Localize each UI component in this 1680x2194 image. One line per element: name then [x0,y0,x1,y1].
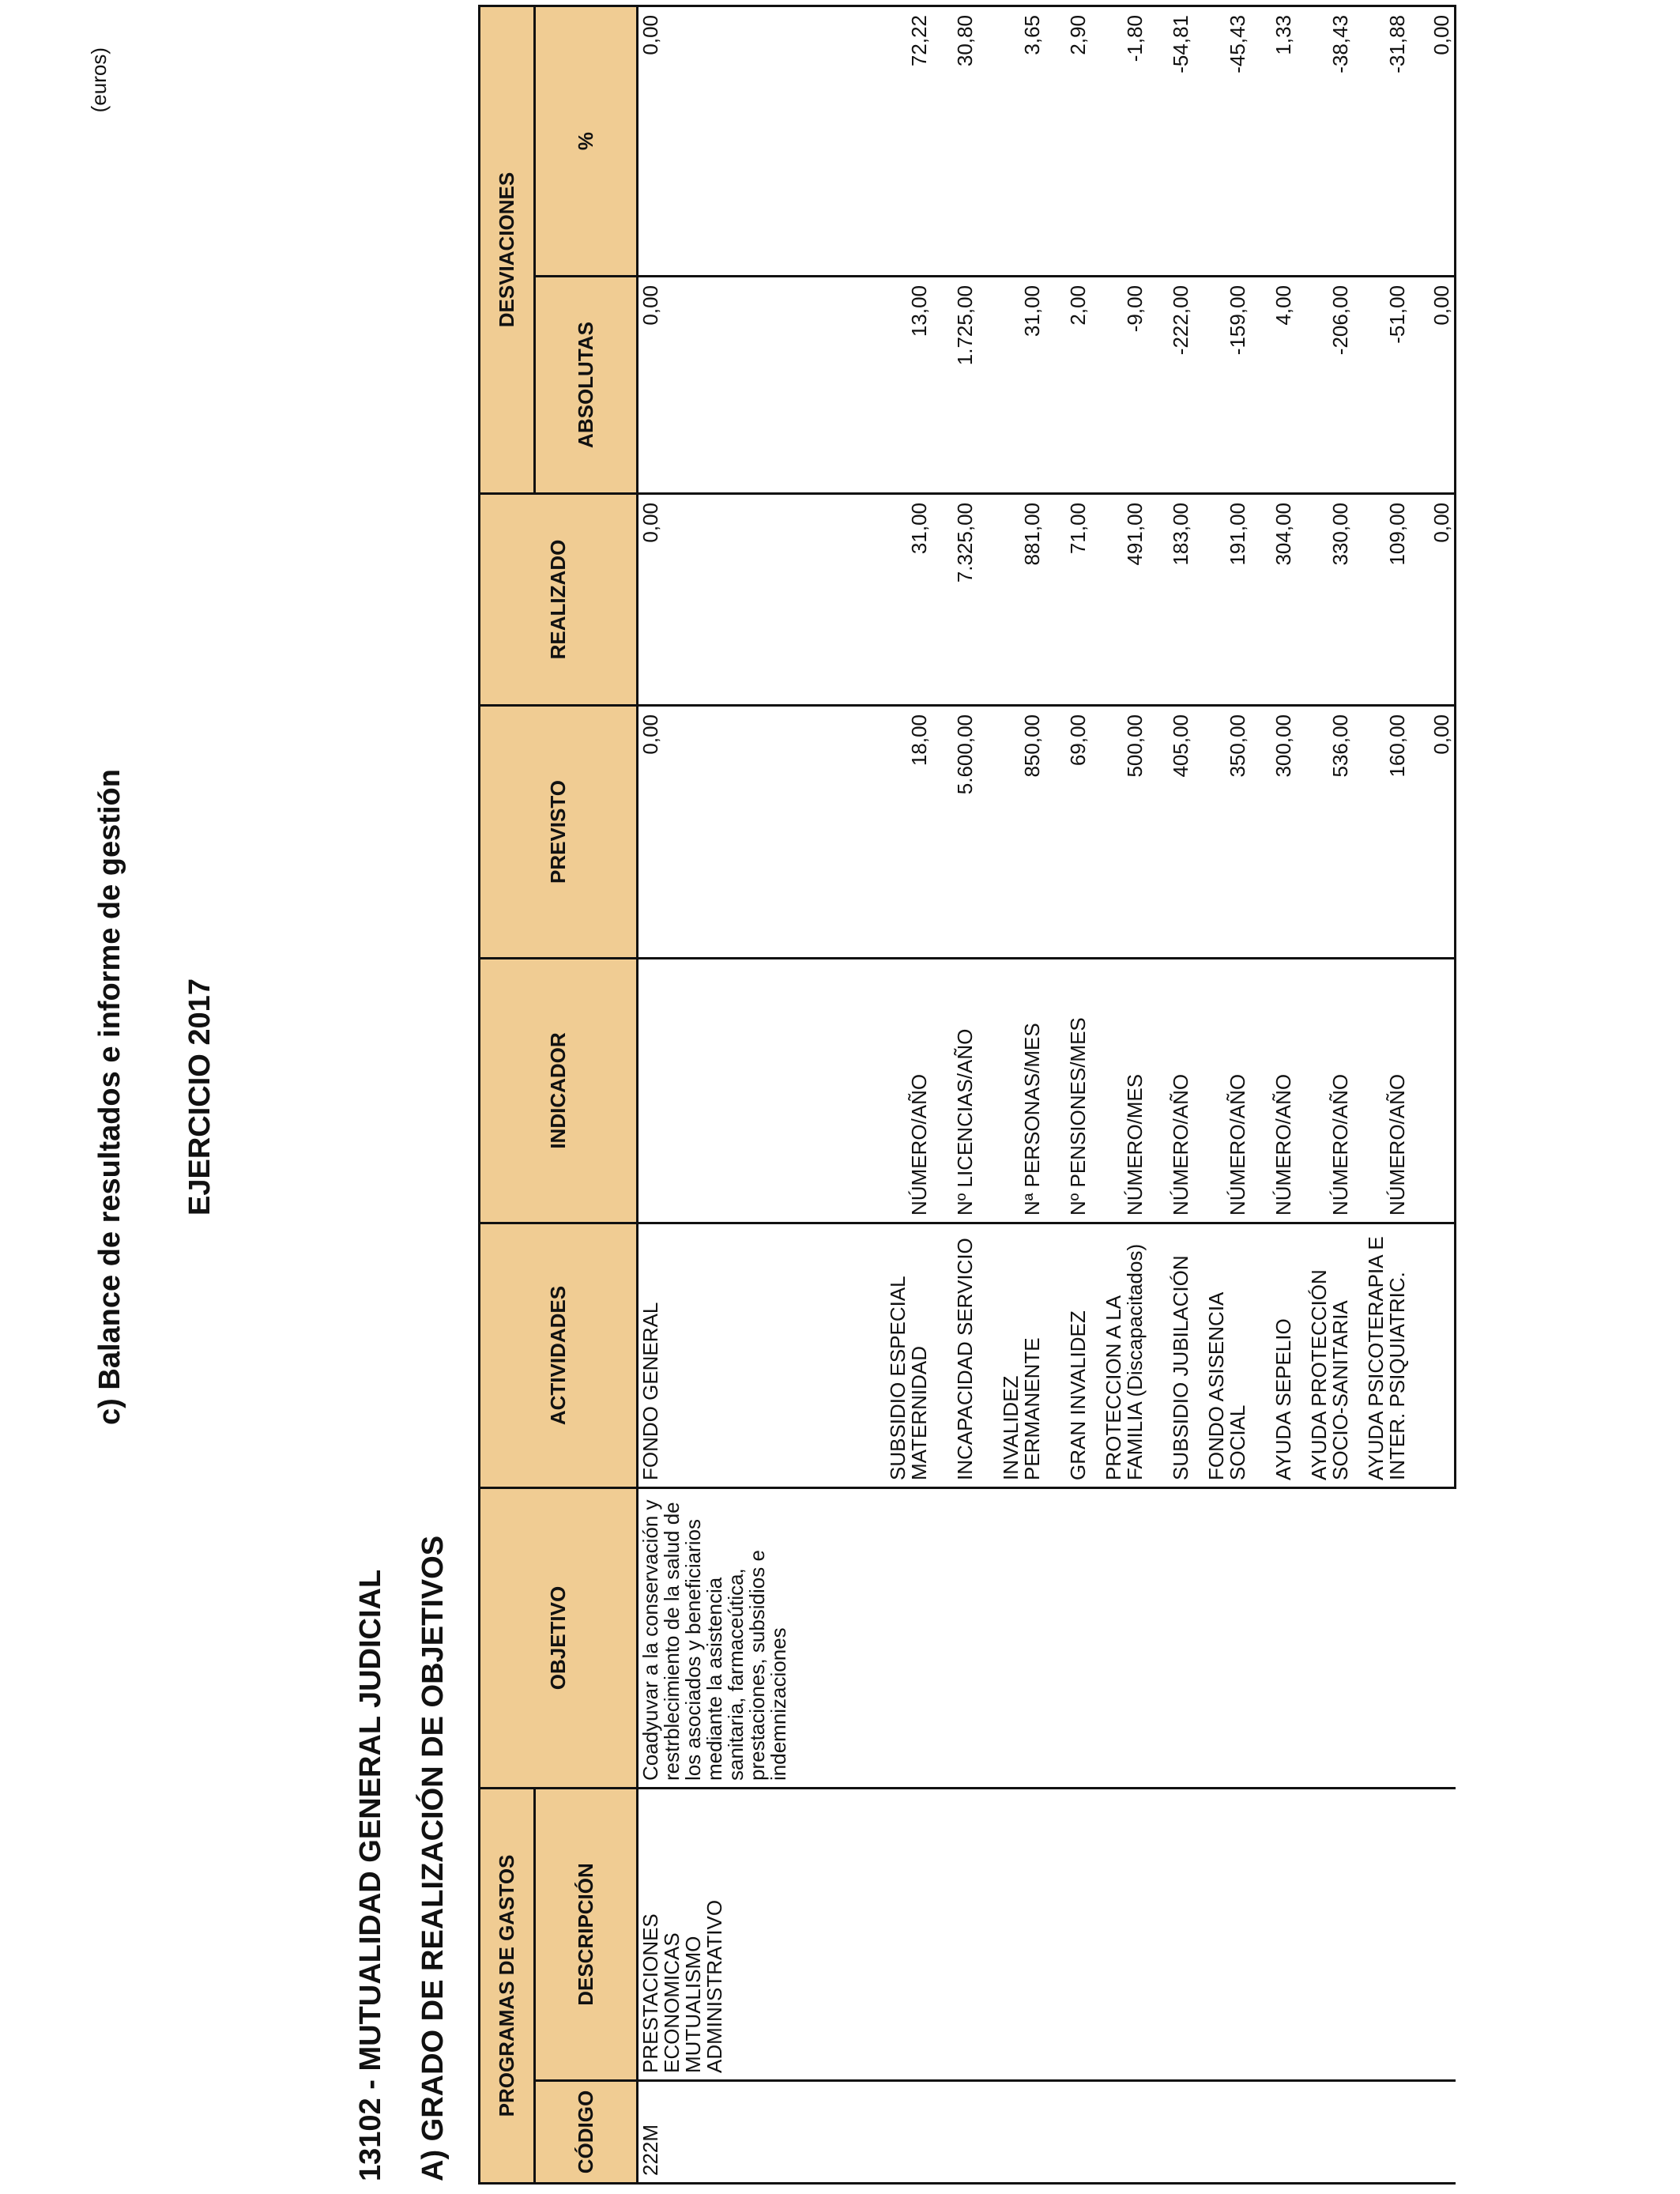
actual-value: 183,00 [1147,494,1193,706]
absolute-deviation: 0,00 [1410,277,1456,494]
percent-deviation: -45,43 [1193,6,1250,277]
actual-value: 31,00 [875,494,932,706]
header-absolutas: ABSOLUTAS [535,277,638,494]
section-heading: A) GRADO DE REALIZACIÓN DE OBJETIVOS [416,1535,450,2181]
percent-deviation: 0,00 [638,6,875,277]
header-indicador: INDICADOR [480,959,638,1223]
planned-value: 536,00 [1296,706,1353,959]
program-objective: Coadyuvar a la conservación y restrblecimiento de la salud de los asociados y beneficiarios mediante la asistencia sanitaria, farmaceútica, prestaciones, subsidios e indemnizaciones [638,1488,1456,1789]
absolute-deviation: -222,00 [1147,277,1193,494]
activity-cell: INCAPACIDAD SERVICIO [932,1223,977,1488]
planned-value: 850,00 [977,706,1045,959]
activity-cell: AYUDA PSICOTERAPIA E INTER. PSIQUIATRIC. [1353,1223,1410,1488]
group-header-programas: PROGRAMAS DE GASTOS [480,1789,535,2184]
planned-value: 500,00 [1090,706,1147,959]
indicator-cell: NÚMERO/AÑO [1193,959,1250,1223]
program-code: 222M [638,2081,1456,2184]
activity-cell: FONDO ASISENCIA SOCIAL [1193,1223,1250,1488]
activity-cell: PROTECCION A LA FAMILIA (Discapacitados) [1090,1223,1147,1488]
percent-deviation: 2,90 [1045,6,1090,277]
actual-value: 7.325,00 [932,494,977,706]
planned-value: 350,00 [1193,706,1250,959]
activity-cell: AYUDA PROTECCIÓN SOCIO-SANITARIA [1296,1223,1353,1488]
actual-value: 330,00 [1296,494,1353,706]
planned-value: 18,00 [875,706,932,959]
program-description: PRESTACIONES ECONOMICAS MUTUALISMO ADMINISTRATIVO [638,1789,1456,2081]
indicator-cell: NÚMERO/AÑO [1250,959,1296,1223]
planned-value: 300,00 [1250,706,1296,959]
activity-cell: SUBSIDIO ESPECIAL MATERNIDAD [875,1223,932,1488]
fiscal-year: EJERCICIO 2017 [183,978,217,1216]
planned-value: 0,00 [1410,706,1456,959]
percent-deviation: 3,65 [977,6,1045,277]
indicator-cell: NÚMERO/AÑO [1147,959,1193,1223]
absolute-deviation: 1.725,00 [932,277,977,494]
percent-deviation: 0,00 [1410,6,1456,277]
activity-cell: INVALIDEZ PERMANENTE [977,1223,1045,1488]
indicator-cell: NÚMERO/AÑO [1353,959,1410,1223]
absolute-deviation: -9,00 [1090,277,1147,494]
planned-value: 5.600,00 [932,706,977,959]
percent-deviation: -1,80 [1090,6,1147,277]
absolute-deviation: -206,00 [1296,277,1353,494]
planned-value: 0,00 [638,706,875,959]
absolute-deviation: 31,00 [977,277,1045,494]
actual-value: 881,00 [977,494,1045,706]
indicator-cell: Nº LICENCIAS/AÑO [932,959,977,1223]
header-codigo: CÓDIGO [535,2081,638,2184]
table-row [638,6,875,2184]
actual-value: 71,00 [1045,494,1090,706]
percent-deviation: 30,80 [932,6,977,277]
absolute-deviation: 4,00 [1250,277,1296,494]
header-previsto: PREVISTO [480,706,638,959]
table-body [638,6,1456,2184]
percent-deviation: 1,33 [1250,6,1296,277]
indicator-cell: Nº PENSIONES/MES [1045,959,1090,1223]
absolute-deviation: -159,00 [1193,277,1250,494]
document-title: c) Balance de resultados e informe de gestión [93,769,126,1425]
percent-deviation: -38,43 [1296,6,1353,277]
indicator-cell: Nª PERSONAS/MES [977,959,1045,1223]
header-porcentaje: % [535,6,638,277]
actual-value: 191,00 [1193,494,1250,706]
planned-value: 405,00 [1147,706,1193,959]
actual-value: 491,00 [1090,494,1147,706]
absolute-deviation: 0,00 [638,277,875,494]
activity-cell [1410,1223,1456,1488]
actual-value: 304,00 [1250,494,1296,706]
activity-cell: SUBSIDIO JUBILACIÓN [1147,1223,1193,1488]
actual-value: 0,00 [1410,494,1456,706]
percent-deviation: -54,81 [1147,6,1193,277]
header-actividades: ACTIVIDADES [480,1223,638,1488]
absolute-deviation: 13,00 [875,277,932,494]
percent-deviation: -31,88 [1353,6,1410,277]
activity-cell: FONDO GENERAL [638,1223,875,1488]
indicator-cell: NÚMERO/AÑO [875,959,932,1223]
absolute-deviation: 2,00 [1045,277,1090,494]
header-realizado: REALIZADO [480,494,638,706]
actual-value: 109,00 [1353,494,1410,706]
header-descripcion: DESCRIPCIÓN [535,1789,638,2081]
indicator-cell [638,959,875,1223]
planned-value: 69,00 [1045,706,1090,959]
indicator-cell: NÚMERO/AÑO [1296,959,1353,1223]
planned-value: 160,00 [1353,706,1410,959]
units-label: (euros) [87,47,111,113]
group-header-desviaciones: DESVIACIONES [480,6,535,494]
activity-cell: AYUDA SEPELIO [1250,1223,1296,1488]
absolute-deviation: -51,00 [1353,277,1410,494]
organization-heading: 13102 - MUTUALIDAD GENERAL JUDICIAL [354,1569,387,2181]
indicator-cell: NÚMERO/MES [1090,959,1147,1223]
objectives-table [478,5,1456,2185]
percent-deviation: 72,22 [875,6,932,277]
actual-value: 0,00 [638,494,875,706]
activity-cell: GRAN INVALIDEZ [1045,1223,1090,1488]
header-objetivo: OBJETIVO [480,1488,638,1789]
indicator-cell [1410,959,1456,1223]
